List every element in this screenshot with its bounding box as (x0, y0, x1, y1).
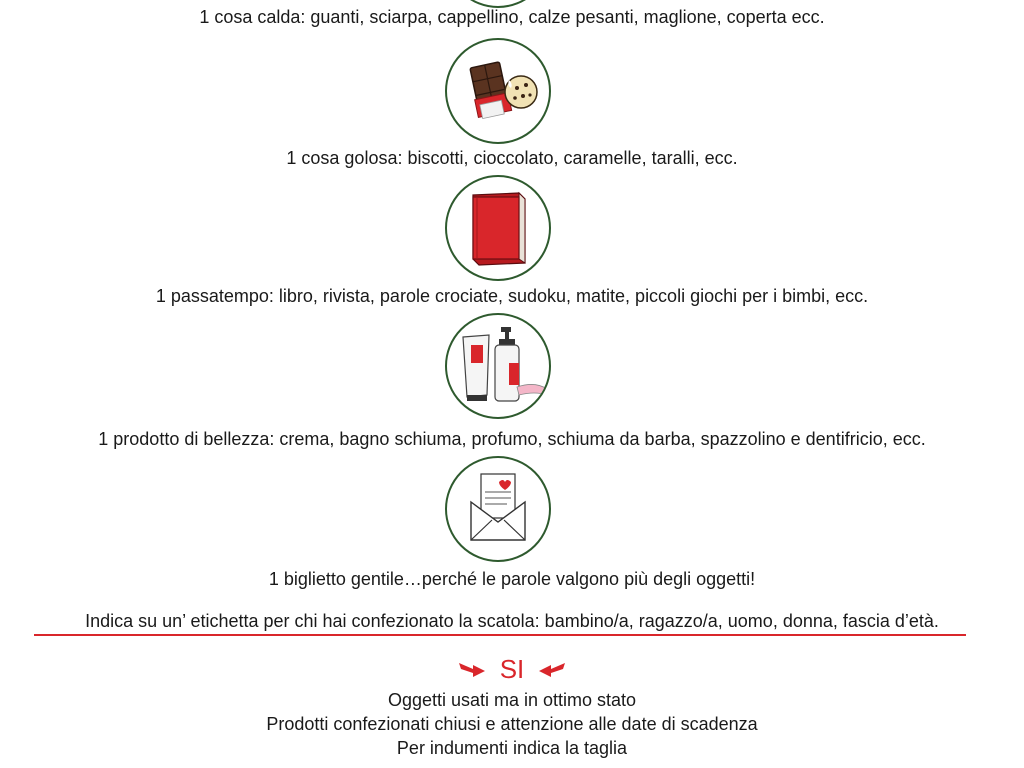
letter-envelope-caption: 1 biglietto gentile…perché le parole valgono più degli oggetti! (268, 569, 756, 589)
si-heading (0, 652, 1024, 686)
chocolate-cookie-caption: 1 cosa golosa: biscotti, cioccolato, caramelle, taralli, ecc. (286, 148, 738, 168)
arrow-right-icon (457, 659, 487, 679)
book-icon (447, 177, 549, 279)
warm-item-caption: 1 cosa calda: guanti, sciarpa, cappellino, calze pesanti, maglione, coperta ecc. (199, 7, 825, 27)
si-rule: Per indumenti indica la taglia (396, 738, 628, 758)
instruction-underline (34, 634, 966, 636)
book-caption: 1 passatempo: libro, rivista, parole crociate, sudoku, matite, piccoli giochi per i bimbi, ecc. (155, 286, 869, 306)
beauty-products-caption: 1 prodotto di bellezza: crema, bagno schiuma, profumo, schiuma da barba, spazzolino e dentifricio, ecc. (98, 429, 926, 449)
label-instruction: Indica su un’ etichetta per chi hai confezionato la scatola: bambino/a, ragazzo/a, uomo, donna, fascia d’età. (85, 611, 939, 631)
beauty-products-icon (447, 315, 549, 417)
letter-envelope-icon (447, 458, 549, 560)
si-rule: Oggetti usati ma in ottimo stato (387, 690, 637, 710)
book-circle (445, 175, 551, 281)
arrow-left-icon (537, 659, 567, 679)
chocolate-cookie-icon (447, 40, 549, 142)
chocolate-cookie-circle (445, 38, 551, 144)
si-rule: Prodotti confezionati chiusi e attenzione alle date di scadenza (266, 714, 758, 734)
letter-envelope-circle (445, 456, 551, 562)
si-label: SI (499, 654, 525, 684)
beauty-products-circle (445, 313, 551, 419)
